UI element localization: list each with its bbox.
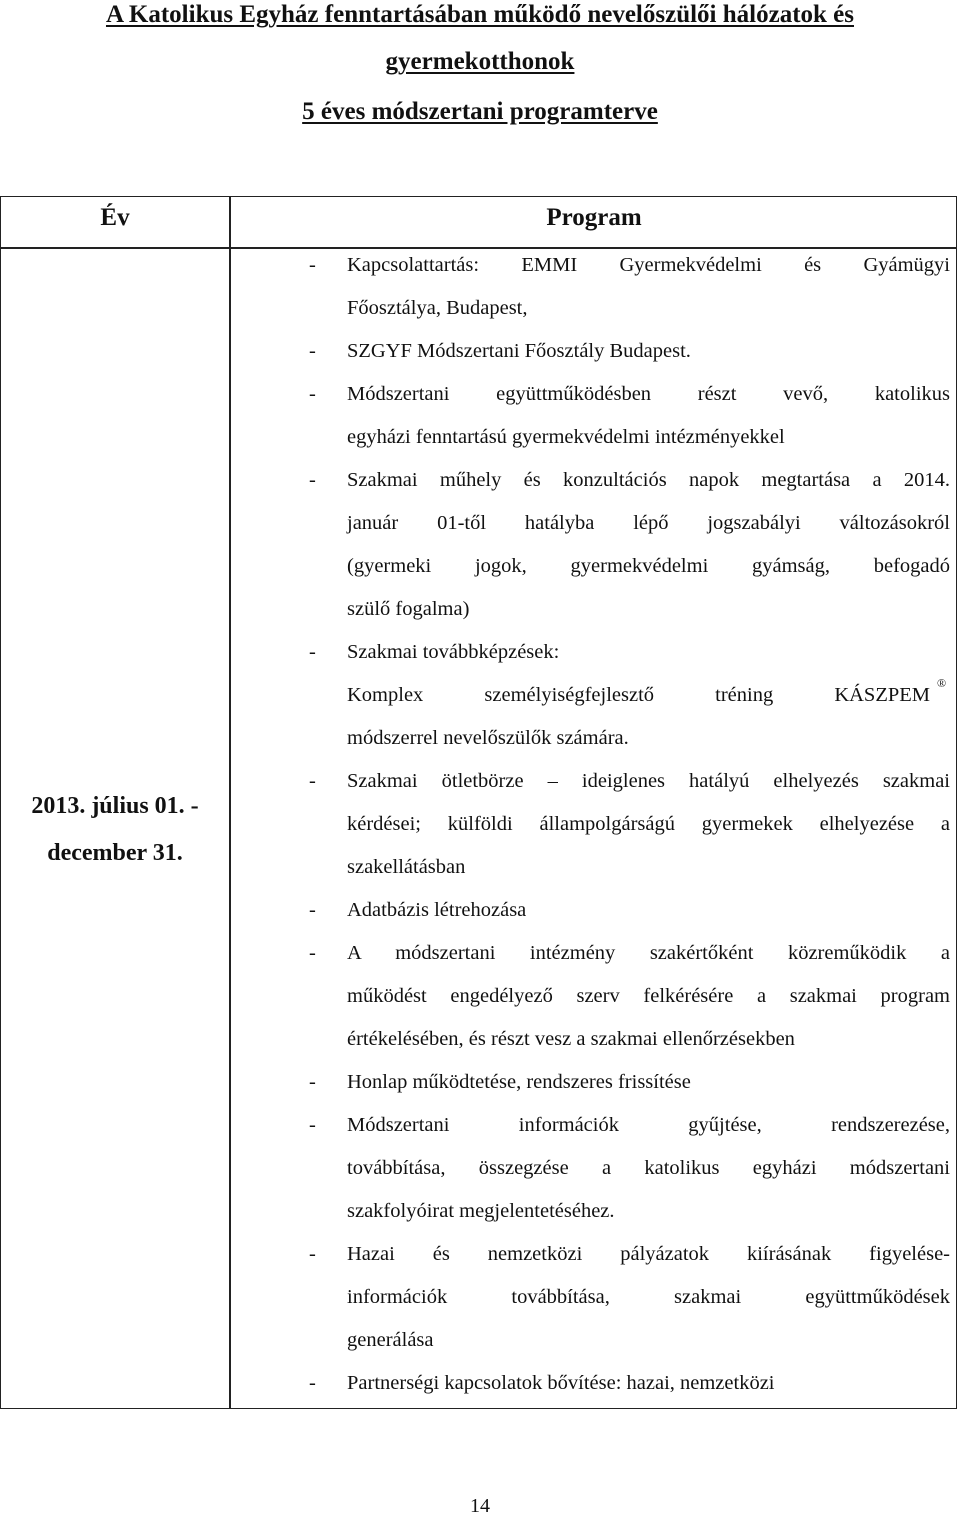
- bullet-dash: -: [309, 641, 316, 663]
- year-cell: [1, 783, 229, 877]
- program-line: Hazai és nemzetközi pályázatok kiírásának figyelése-: [347, 1243, 950, 1265]
- program-line: szakellátásban: [347, 856, 466, 878]
- program-line: Főosztálya, Budapest,: [347, 297, 528, 319]
- bullet-dash: -: [309, 1243, 316, 1265]
- program-line: A módszertani intézmény szakértőként közreműködik a: [347, 942, 950, 964]
- page-number: 14: [470, 1495, 490, 1517]
- year-line-1: 2013. július 01. -: [31, 793, 199, 819]
- program-line: január 01-től hatályba lépő jogszabályi változásokról: [347, 512, 950, 534]
- program-line: Partnerségi kapcsolatok bővítése: hazai, nemzetközi: [347, 1372, 775, 1394]
- program-line: módszerrel nevelőszülők számára.: [347, 727, 629, 749]
- program-line: Módszertani együttműködésben részt vevő, katolikus: [347, 383, 950, 405]
- program-line: kérdései; külföldi állampolgárságú gyermekek elhelyezése a: [347, 813, 950, 835]
- program-line: egyházi fenntartású gyermekvédelmi intézményekkel: [347, 426, 785, 448]
- program-line: Adatbázis létrehozása: [347, 899, 527, 921]
- program-line: [347, 682, 930, 708]
- bullet-dash: -: [309, 1071, 316, 1093]
- bullet-dash: -: [309, 254, 316, 276]
- program-table: [0, 196, 957, 1409]
- title-line-1: A Katolikus Egyház fenntartásában működő nevelőszülői hálózatok és: [105, 1, 854, 28]
- bullet-dash: -: [309, 469, 316, 491]
- program-line: értékelésében, és részt vesz a szakmai ellenőrzésekben: [347, 1028, 795, 1050]
- registered-mark: ®: [937, 676, 947, 690]
- year-line-2: december 31.: [47, 840, 183, 866]
- header-program: Program: [546, 204, 642, 231]
- program-line-text: Komplex személyiségfejlesztő tréning KÁSZPEM: [347, 684, 930, 706]
- program-line: szülő fogalma): [347, 598, 470, 620]
- program-line: működést engedélyező szerv felkérésére a szakmai program: [347, 985, 950, 1007]
- program-line: (gyermeki jogok, gyermekvédelmi gyámság, befogadó: [347, 555, 950, 577]
- title-line-2: gyermekotthonok: [385, 48, 575, 75]
- program-line: generálása: [347, 1329, 434, 1351]
- bullet-dash: -: [309, 942, 316, 964]
- bullet-dash: -: [309, 1114, 316, 1136]
- title-line-3: 5 éves módszertani programterve: [302, 98, 658, 125]
- header-divider: [1, 247, 956, 249]
- program-line: információk továbbítása, szakmai együttműködések: [347, 1286, 950, 1308]
- bullet-dash: -: [309, 340, 316, 362]
- column-divider: [229, 197, 231, 1408]
- bullet-dash: -: [309, 770, 316, 792]
- program-line: Módszertani információk gyűjtése, rendszerezése,: [347, 1114, 950, 1136]
- bullet-dash: -: [309, 899, 316, 921]
- program-line: Szakmai műhely és konzultációs napok megtartása a 2014.: [347, 469, 950, 491]
- bullet-dash: -: [309, 383, 316, 405]
- program-line: szakfolyóirat megjelentetéséhez.: [347, 1200, 615, 1222]
- program-line: továbbítása, összegzése a katolikus egyházi módszertani: [347, 1157, 950, 1179]
- program-line: Szakmai továbbképzések:: [347, 641, 560, 663]
- program-line: Kapcsolattartás: EMMI Gyermekvédelmi és Gyámügyi: [347, 254, 950, 276]
- program-line: Honlap működtetése, rendszeres frissítése: [347, 1071, 691, 1093]
- header-year: Év: [100, 204, 130, 231]
- program-line: SZGYF Módszertani Főosztály Budapest.: [347, 340, 691, 362]
- bullet-dash: -: [309, 1372, 316, 1394]
- program-line: Szakmai ötletbörze – ideiglenes hatályú elhelyezés szakmai: [347, 770, 950, 792]
